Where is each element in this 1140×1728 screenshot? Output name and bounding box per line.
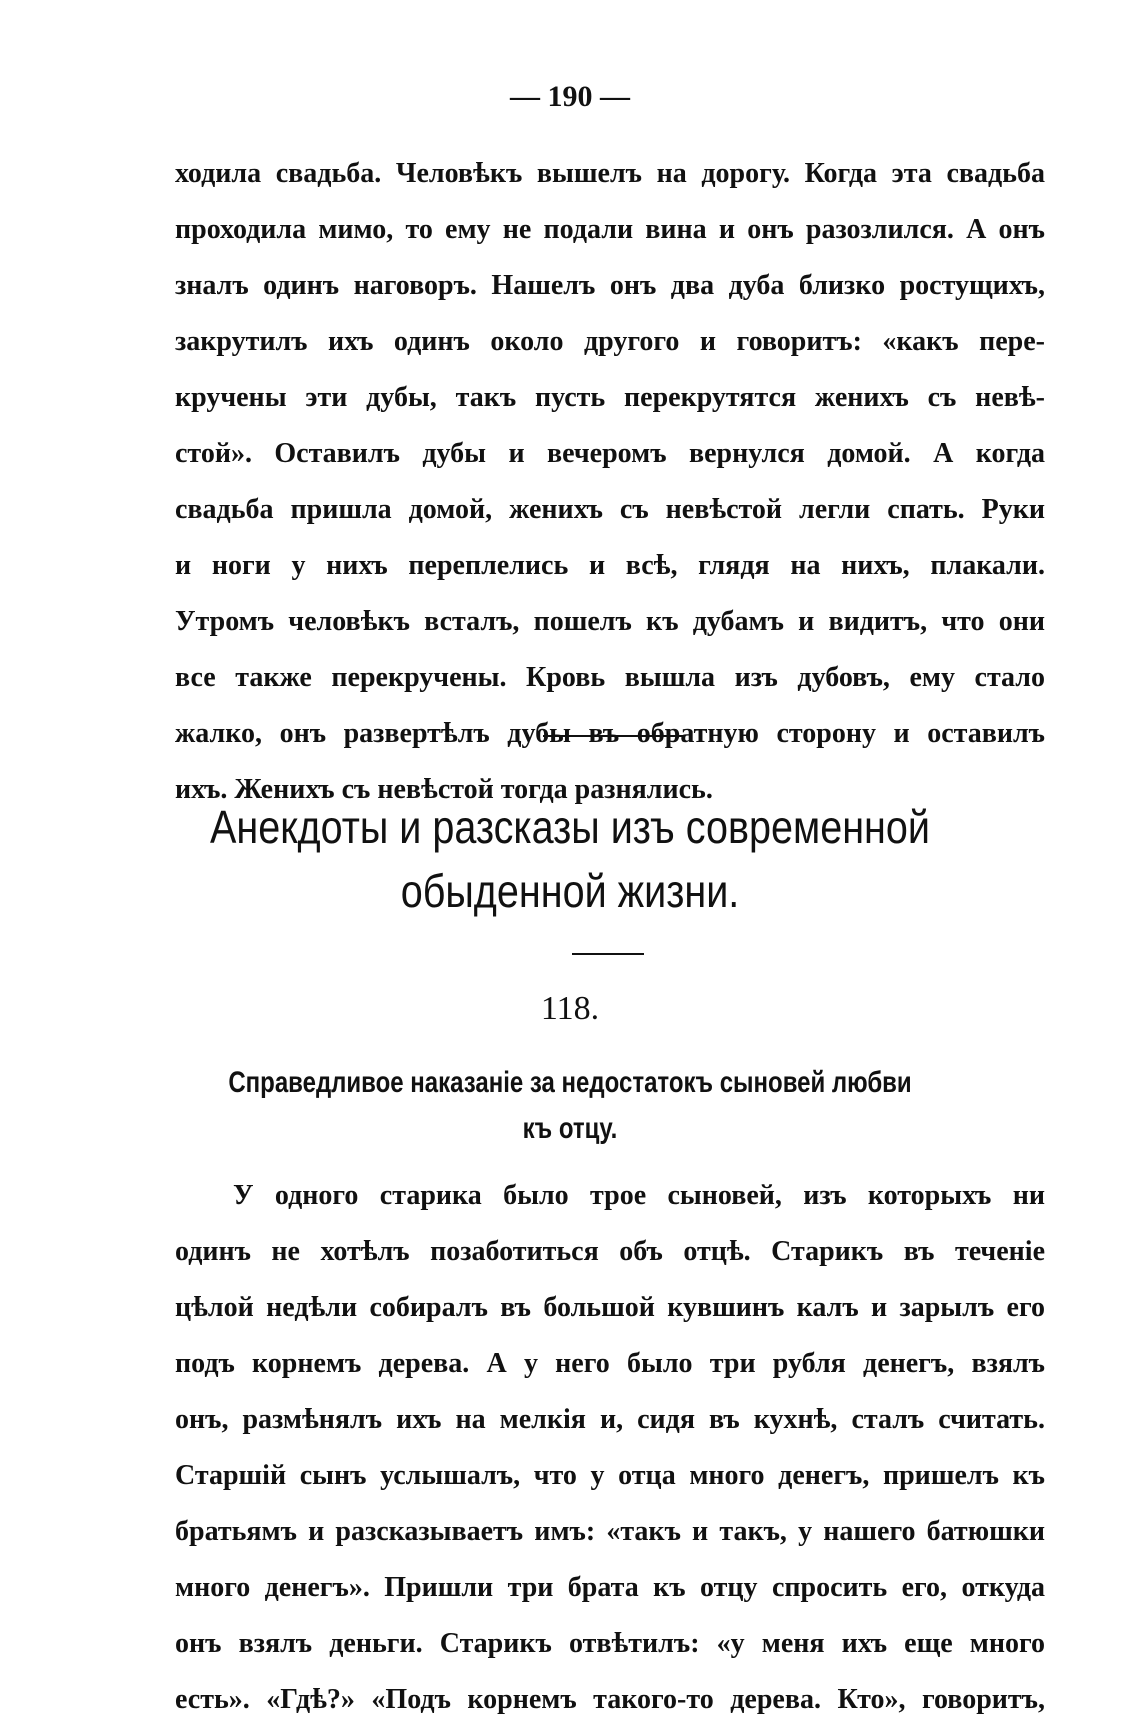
paragraph-line: подъ корнемъ дерева. А у него было три рубля денегъ, взялъ — [175, 1348, 1045, 1379]
paragraph-line: зналъ одинъ наговоръ. Нашелъ онъ два дуба близко ростущихъ, — [175, 270, 1045, 301]
story-title-line: къ отцу. — [522, 1112, 618, 1145]
paragraph-line: ихъ. Женихъ съ невѣстой тогда разнялись. — [175, 774, 713, 805]
paragraph-line: все также перекручены. Кровь вышла изъ дубовъ, ему стало — [175, 662, 1045, 693]
paragraph-line: одинъ не хотѣлъ позаботиться объ отцѣ. Старикъ въ теченіе — [175, 1236, 1045, 1267]
paragraph-line: стой». Оставилъ дубы и вечеромъ вернулся домой. А когда — [175, 438, 1045, 469]
paragraph-line: У одного старика было трое сыновей, изъ которыхъ ни — [233, 1180, 1045, 1211]
paragraph-line: кручены эти дубы, такъ пусть перекрутятся женихъ съ невѣ- — [175, 382, 1045, 413]
paragraph-line: цѣлой недѣли собиралъ въ большой кувшинъ калъ и зарылъ его — [175, 1292, 1045, 1323]
story-title-line: Справедливое наказаніе за недостатокъ сыновей любви — [228, 1066, 912, 1099]
paragraph-line: свадьба пришла домой, женихъ съ невѣстой легли спать. Руки — [175, 494, 1045, 525]
section-title — [80, 795, 1060, 923]
title-divider — [572, 953, 644, 955]
story-paragraph — [175, 1168, 1045, 1728]
top-paragraph — [175, 146, 1045, 818]
paragraph-line: Старшій сынъ услышалъ, что у отца много денегъ, пришелъ къ — [175, 1460, 1045, 1491]
paragraph-line: онъ взялъ деньги. Старикъ отвѣтилъ: «у меня ихъ еще много — [175, 1628, 1045, 1659]
paragraph-line: много денегъ». Пришли три брата къ отцу спросить его, откуда — [175, 1572, 1045, 1603]
story-title — [114, 1060, 1026, 1152]
story-number: 118. — [540, 990, 600, 1027]
section-title-line: обыденной жизни. — [400, 865, 740, 917]
section-title-line: Анекдоты и разсказы изъ современной — [209, 801, 931, 853]
paragraph-line: проходила мимо, то ему не подали вина и онъ разозлился. А онъ — [175, 214, 1045, 245]
section-divider — [543, 735, 685, 737]
paragraph-line: Утромъ человѣкъ всталъ, пошелъ къ дубамъ и видитъ, что они — [175, 606, 1045, 637]
paragraph-line: закрутилъ ихъ одинъ около другого и говоритъ: «какъ пере- — [175, 326, 1045, 357]
paragraph-line: ходила свадьба. Человѣкъ вышелъ на дорогу. Когда эта свадьба — [175, 158, 1045, 189]
paragraph-line: онъ, размѣнялъ ихъ на мелкія и, сидя въ кухнѣ, сталъ считать. — [175, 1404, 1045, 1435]
paragraph-line: есть». «Гдѣ?» «Подъ корнемъ такого-то дерева. Кто», говоритъ, — [175, 1684, 1045, 1715]
paragraph-line: братьямъ и разсказываетъ имъ: «такъ и такъ, у нашего батюшки — [175, 1516, 1045, 1547]
paragraph-line: и ноги у нихъ переплелись и всѣ, глядя на нихъ, плакали. — [175, 550, 1045, 581]
paragraph-line: жалко, онъ развертѣлъ дубы въ обратную сторону и оставилъ — [175, 718, 1045, 749]
page-number: — 190 — — [510, 80, 630, 113]
